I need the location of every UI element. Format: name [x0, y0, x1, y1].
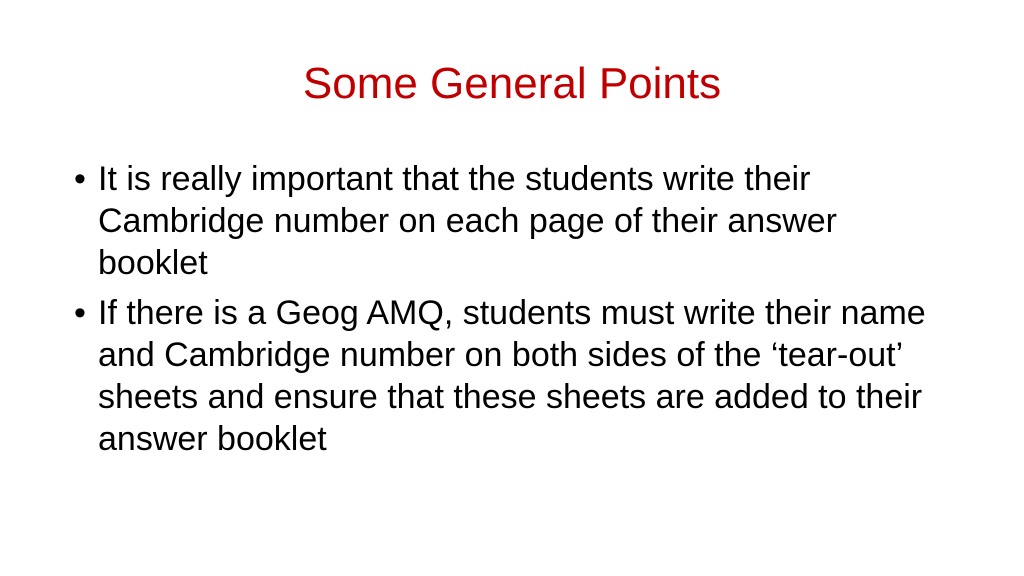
bullet-marker: • — [74, 160, 86, 198]
bullet-item — [74, 292, 954, 460]
bullet-text: If there is a Geog AMQ, students must write their name and Cambridge number on both sides of the ‘tear-out’ sheets and ensure that these sheets are added to their answer booklet — [98, 294, 926, 458]
bullet-marker: • — [74, 294, 86, 332]
bullet-list — [74, 158, 954, 468]
bullet-text: It is really important that the students write their Cambridge number on each page of their answer booklet — [98, 160, 837, 282]
slide-title: Some General Points — [302, 59, 722, 108]
bullet-item — [74, 158, 954, 284]
